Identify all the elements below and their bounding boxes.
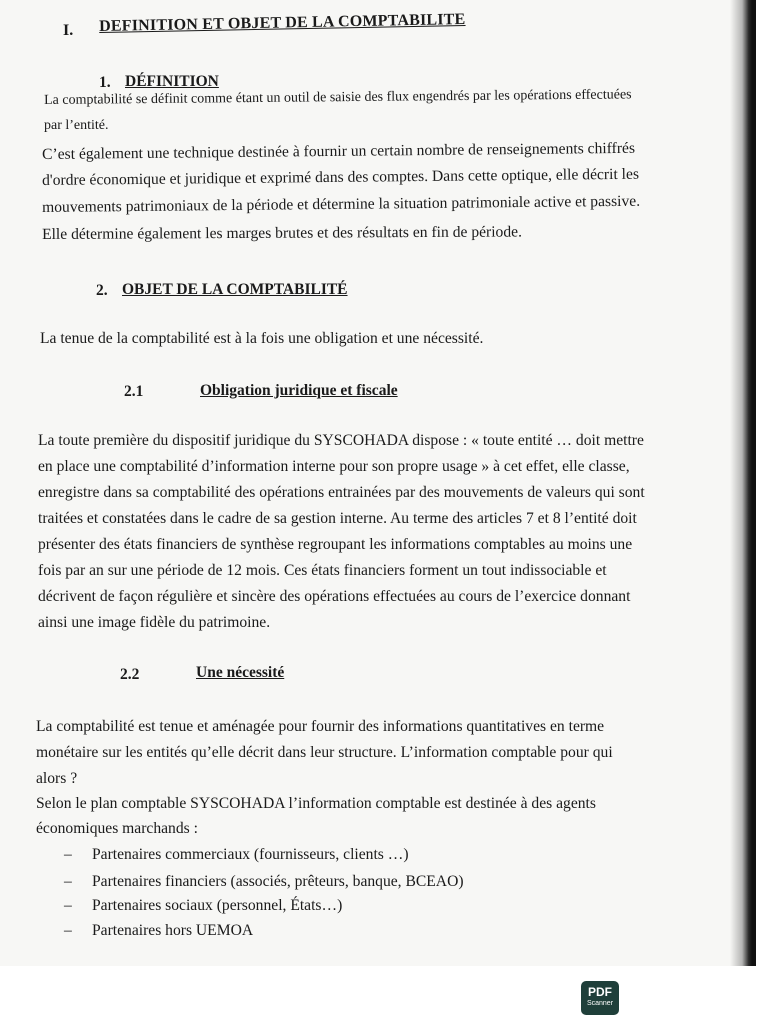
subsection-number: 2.2 [120, 666, 140, 683]
list-item-text: Partenaires hors UEMOA [92, 922, 254, 939]
definition-line: La comptabilité se définit comme étant un outil de saisie des flux engendrés par les opérations effectuées [44, 87, 632, 108]
page-edge-shadow [730, 0, 752, 966]
subsection-title: DÉFINITION [125, 73, 219, 90]
logo-text: PDF [588, 985, 612, 999]
paragraph-line: alors ? [36, 770, 78, 787]
list-item-text: Partenaires sociaux (personnel, États…) [92, 897, 343, 914]
paragraph-line: décrivent de façon régulière et sincère des opérations effectuées au cours de l’exercice donnant [38, 588, 631, 605]
list-item-text: Partenaires financiers (associés, prêteurs, banque, BCEAO) [92, 873, 464, 890]
paragraph-line: La tenue de la comptabilité est à la fois une obligation et une nécessité. [40, 330, 484, 347]
bullet-dash: – [64, 922, 72, 939]
paragraph-line: C’est également une technique destinée à fournir un certain nombre de renseignements chiffrés [42, 139, 636, 163]
subsection-number: 2. [96, 282, 108, 299]
paragraph-line: d'ordre économique et juridique et exprimé dans des comptes. Dans cette optique, elle décrit les [42, 165, 640, 189]
paragraph-line: traitées et constatées dans le cadre de sa gestion interne. Au terme des articles 7 et 8 l’entité doit [38, 510, 637, 527]
logo-subtext: Scanner [586, 1000, 614, 1007]
paragraph-line: ainsi une image fidèle du patrimoine. [38, 614, 271, 631]
paragraph-line: monétaire sur les entités qu’elle décrit dans leur structure. L’information comptable pour qui [36, 744, 613, 761]
section-title: DEFINITION ET OBJET DE LA COMPTABILITE [99, 10, 466, 35]
subsection-title: Obligation juridique et fiscale [200, 382, 398, 399]
subsection-title: OBJET DE LA COMPTABILITÉ [122, 281, 348, 298]
paragraph-line: La comptabilité est tenue et aménagée pour fournir des informations quantitatives en terme [36, 718, 605, 735]
paragraph-line: en place une comptabilité d’information interne pour son propre usage » à cet effet, elle classe, [38, 458, 630, 475]
paragraph-line: mouvements patrimoniaux de la période et détermine la situation patrimoniale active et passive. [42, 192, 641, 216]
list-item-text: Partenaires commerciaux (fournisseurs, clients …) [92, 846, 409, 863]
paragraph-line: La toute première du dispositif juridique du SYSCOHADA dispose : « toute entité … doit mettre [38, 432, 644, 449]
subsection-number: 2.1 [124, 383, 144, 400]
subsection-title: Une nécessité [196, 664, 285, 681]
paragraph-line: économiques marchands : [36, 820, 198, 837]
subsection-number: 1. [99, 74, 111, 91]
bullet-dash: – [64, 846, 72, 863]
paragraph-line: Elle détermine également les marges brutes et des résultats en fin de période. [42, 223, 523, 243]
paragraph-line: présenter des états financiers de synthèse regroupant les informations comptables au moins une [38, 536, 633, 553]
bullet-dash: – [64, 873, 72, 890]
page-edge [752, 0, 756, 966]
section-number: I. [63, 22, 74, 39]
paragraph-line: fois par an sur une période de 12 mois. Ces états financiers forment un tout indissociable et [38, 562, 607, 579]
pdf-scanner-logo [581, 981, 619, 1015]
paragraph-line: Selon le plan comptable SYSCOHADA l’information comptable est destinée à des agents [36, 795, 596, 812]
bullet-dash: – [64, 897, 72, 914]
paragraph-line: enregistre dans sa comptabilité des opérations entrainées par des mouvements de valeurs qui sont [38, 484, 645, 501]
definition-line: par l’entité. [44, 118, 109, 133]
